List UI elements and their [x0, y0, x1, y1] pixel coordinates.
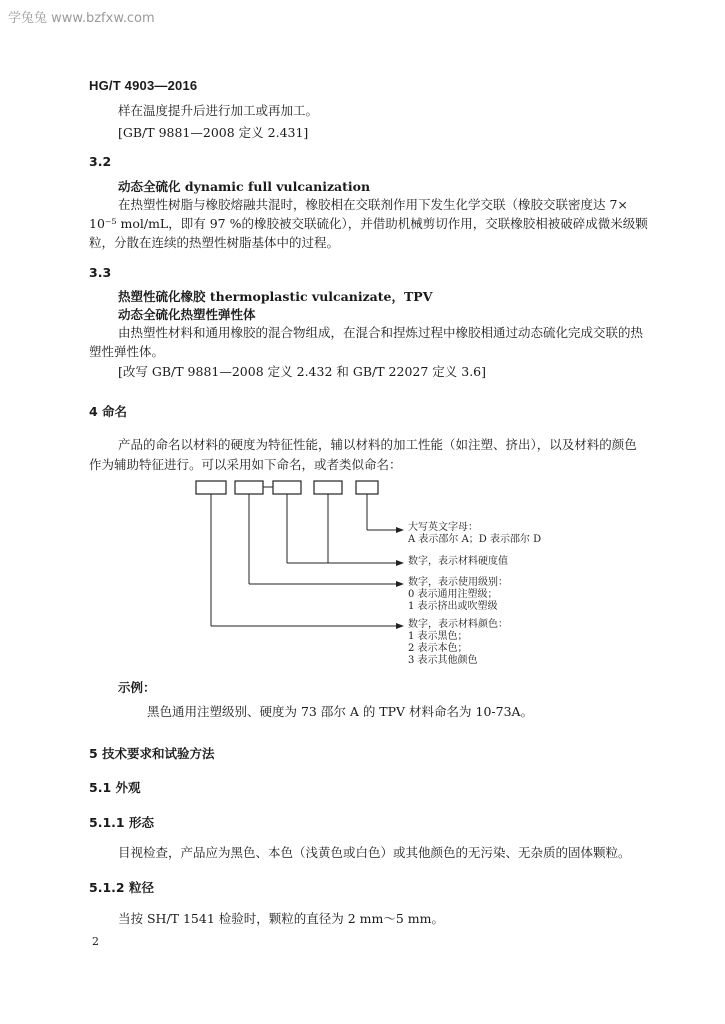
section-3-3-definition-line1: 由热塑性材料和通用橡胶的混合物组成，在混合和捏炼过程中橡胶相通过动态硫化完成交联的热 — [118, 325, 644, 340]
page-number: 2 — [92, 935, 99, 948]
section-4-heading: 4 命名 — [89, 404, 128, 419]
arrow-color — [396, 623, 404, 629]
standard-number: HG/T 4903—2016 — [89, 78, 198, 93]
diagram-label-letter-desc: A 表示邵尔 A；D 表示邵尔 D — [408, 534, 542, 545]
section-5-1-1-heading: 5.1.1 形态 — [89, 815, 154, 830]
section-5-1-2-text: 当按 SH/T 1541 检验时，颗粒的直径为 2 mm～5 mm。 — [118, 911, 444, 926]
diagram-label-color-title: 数字，表示材料颜色： — [408, 619, 508, 630]
arrow-hardness — [396, 560, 404, 566]
diagram-label-grade-1: 1 表示挤出或吹塑级 — [408, 601, 498, 612]
diagram-label-letter-title: 大写英文字母： — [408, 522, 478, 533]
diagram-box-grade — [235, 481, 263, 494]
arrow-grade — [396, 581, 404, 587]
diagram-label-grade-title: 数字，表示使用级别： — [408, 577, 508, 588]
example-text: 黑色通用注塑级别、硬度为 73 邵尔 A 的 TPV 材料命名为 10-73A。 — [147, 704, 534, 719]
section-3-2-definition-line2: 10⁻⁵ mol/mL，即有 97 %的橡胶被交联硫化），并借助机械剪切作用，交联橡胶相被破碎成微米级颗 — [89, 216, 648, 231]
section-5-1-2-heading: 5.1.2 粒径 — [89, 880, 154, 895]
section-3-2-number: 3.2 — [89, 154, 112, 169]
diagram-label-color-3: 3 表示其他颜色 — [408, 655, 478, 666]
continued-reference: [GB/T 9881—2008 定义 2.431] — [118, 125, 309, 140]
example-label: 示例： — [118, 680, 156, 695]
diagram-label-grade-0: 0 表示通用注塑级； — [408, 589, 498, 600]
section-3-3-term: 热塑性硫化橡胶 thermoplastic vulcanizate，TPV — [118, 289, 433, 304]
section-3-2-definition-line3: 粒，分散在连续的热塑性树脂基体中的过程。 — [89, 235, 340, 250]
diagram-box-letter — [356, 481, 378, 494]
diagram-box-color — [196, 481, 226, 494]
watermark: 学兔兔 www.bzfxw.com — [8, 11, 155, 26]
diagram-box-hardness-1 — [273, 481, 301, 494]
section-4-paragraph-line2: 作为辅助特征进行。可以采用如下命名，或者类似命名： — [89, 457, 402, 472]
arrow-letter — [396, 527, 404, 533]
section-5-1-1-text: 目视检查，产品应为黑色、本色（浅黄色或白色）或其他颜色的无污染、无杂质的固体颗粒。 — [118, 845, 631, 860]
section-5-1-heading: 5.1 外观 — [89, 780, 141, 795]
diagram-label-color-2: 2 表示本色； — [408, 643, 468, 654]
diagram-box-hardness-2 — [314, 481, 342, 494]
section-3-3-reference: [改写 GB/T 9881—2008 定义 2.432 和 GB/T 22027 定义 3.6] — [118, 364, 487, 379]
continued-text: 样在温度提升后进行加工或再加工。 — [118, 103, 319, 118]
diagram-label-color-1: 1 表示黑色； — [408, 631, 468, 642]
section-3-3-definition-line2: 塑性弹性体。 — [89, 344, 165, 359]
section-3-3-alt-term: 动态全硫化热塑性弹性体 — [118, 307, 256, 322]
section-4-paragraph-line1: 产品的命名以材料的硬度为特征性能，辅以材料的加工性能（如注塑、挤出），以及材料的颜色 — [118, 437, 637, 452]
section-3-3-number: 3.3 — [89, 265, 112, 280]
section-3-2-definition-line1: 在热塑性树脂与橡胶熔融共混时，橡胶相在交联剂作用下发生化学交联（橡胶交联密度达 7× — [118, 197, 628, 212]
section-5-heading: 5 技术要求和试验方法 — [89, 746, 215, 761]
diagram-label-hardness: 数字，表示材料硬度值 — [408, 556, 508, 567]
section-3-2-term: 动态全硫化 dynamic full vulcanization — [118, 179, 371, 194]
